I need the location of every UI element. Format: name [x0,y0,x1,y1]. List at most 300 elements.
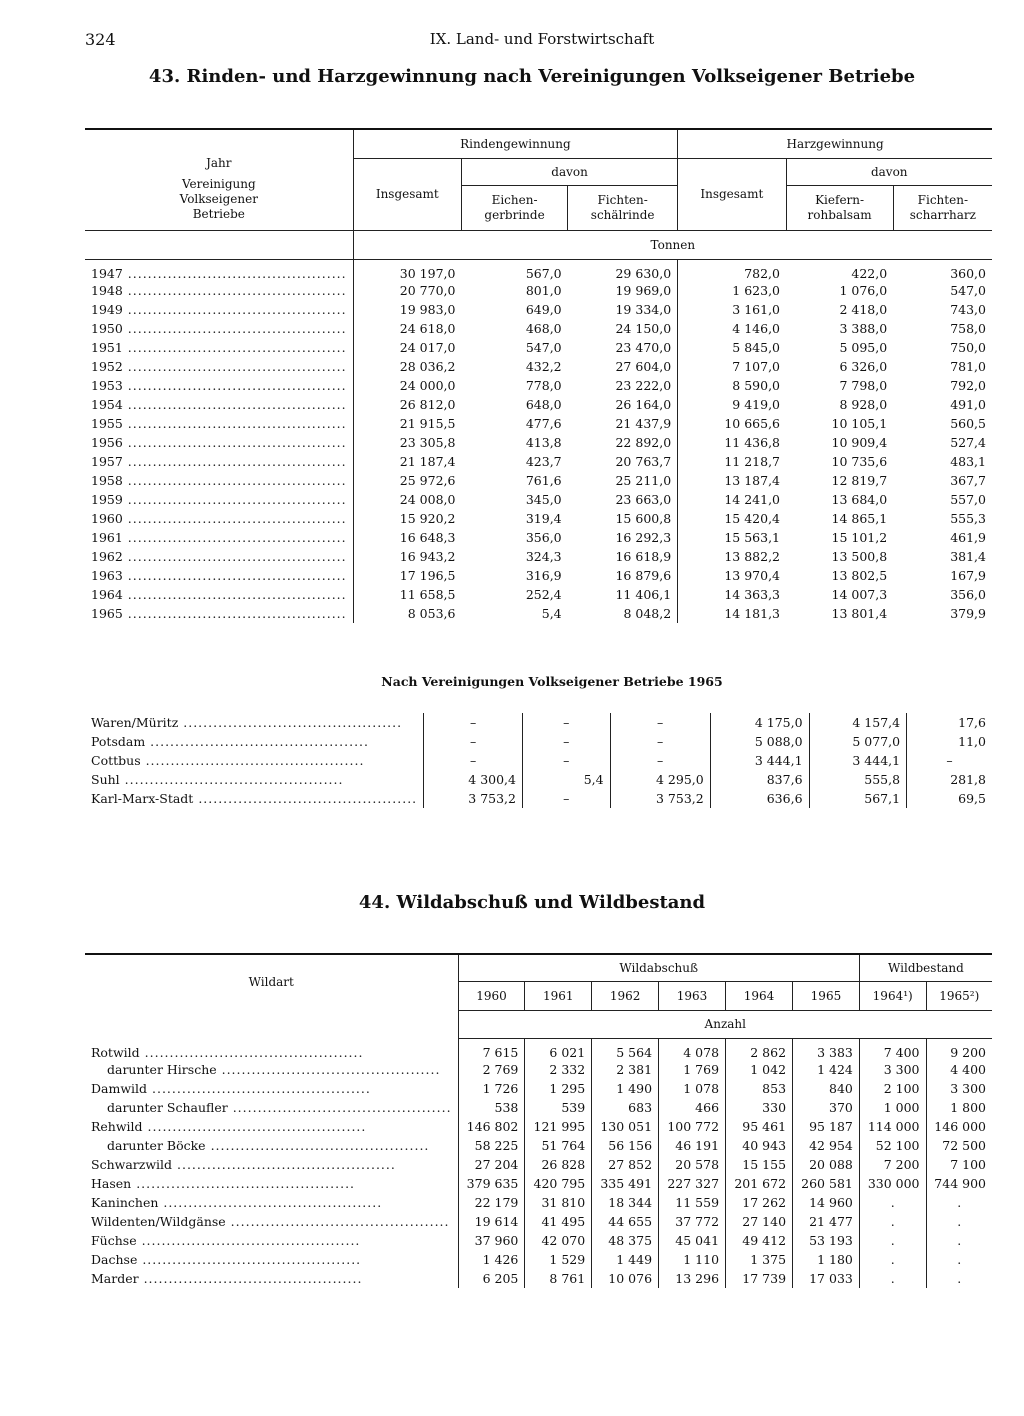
col-insgesamt-rinde: Insgesamt [353,159,461,231]
table-cell: 10 909,4 [831,435,888,450]
row-label-text: Füchse [91,1233,137,1248]
table-cell: 44 655 [592,1212,659,1231]
col-year-1963: 1963 [659,982,726,1011]
table-cell: 420 795 [525,1174,592,1193]
table-cell: 782,0 [744,266,780,281]
table-cell: 555,3 [950,511,986,526]
row-label: Cottbus ............................................ [85,751,424,770]
table-cell: 19 334,0 [568,300,678,319]
table-cell: 744 900 [934,1176,986,1191]
table-cell: 370 [793,1098,860,1117]
table-cell: 750,0 [950,340,986,355]
table-cell: 16 292,3 [568,528,678,547]
table-cell: 1 110 [659,1250,726,1269]
table-cell: 11 658,5 [399,587,456,602]
row-label: 1958 ............................................ [85,471,353,490]
table-cell: 491,0 [950,397,986,412]
table-cell: 26 828 [525,1155,592,1174]
table-cell: 13 187,4 [724,473,780,488]
table-cell: 648,0 [525,397,562,412]
table-cell: . [859,1212,926,1231]
row-label: Rotwild ............................................ [85,1039,458,1061]
row-label: 1965 ............................................ [85,604,353,623]
row-label-text: 1955 [91,416,123,431]
table-cell: 72 500 [942,1138,986,1153]
table-cell: 477,6 [525,416,562,431]
col-kiefernrohbalsam: Kiefern- rohbalsam [786,186,893,231]
table-cell: 15 101,2 [831,530,888,545]
row-label: darunter Böcke ............................................ [85,1136,458,1155]
table-44 [85,953,992,1288]
table-cell: 5,4 [541,606,562,621]
table-cell: 324,3 [525,549,562,564]
table-cell: 1 424 [793,1060,860,1079]
table-cell: 7 615 [458,1039,525,1061]
table-cell: 27 204 [458,1155,525,1174]
table-cell: 13 970,4 [724,568,780,583]
table-cell: 15 155 [726,1155,793,1174]
table-cell: 1 295 [525,1079,592,1098]
row-label: 1959 ............................................ [85,490,353,509]
col-fichtenscharrharz: Fichten- scharrharz [909,193,976,222]
table-cell: 11 406,1 [568,585,678,604]
table-row [85,528,992,547]
row-label: Potsdam ............................................ [85,732,424,751]
table-cell: 466 [659,1098,726,1117]
table-cell: 114 000 [859,1117,926,1136]
table-cell: 7 100 [950,1157,986,1172]
row-label-text: 1958 [91,473,123,488]
row-label-text: Rotwild [91,1044,140,1060]
table-cell: 743,0 [950,302,986,317]
table-cell: 560,5 [950,416,986,431]
table-cell: 1 042 [726,1060,793,1079]
table-row [85,509,992,528]
row-label: 1947 ............................................ [85,260,353,282]
col-year-1965: 1965 [793,982,860,1011]
row-label-text: 1960 [91,511,123,526]
row-label: 1948 ............................................ [85,281,353,300]
table-cell: 260 581 [793,1174,860,1193]
table-cell: 356,0 [950,587,986,602]
row-label-text: 1954 [91,397,123,412]
unit-anzahl: Anzahl [458,1011,992,1039]
table-row [85,770,992,789]
row-label-text: 1965 [91,606,123,621]
table-cell: 25 972,6 [399,473,456,488]
table-row [85,1039,992,1061]
table-cell: 379 635 [458,1174,525,1193]
table-cell: 837,6 [710,770,809,789]
table-row [85,1136,992,1155]
table-row [85,433,992,452]
table-cell: 14 960 [793,1193,860,1212]
table-cell: 37 960 [458,1231,525,1250]
table-43-title: 43. Rinden- und Harzgewinnung nach Vereinigungen Volkseigener Betriebe [148,66,916,87]
table-cell: 8 048,2 [568,604,678,623]
table-cell: – [522,789,610,808]
table-cell: 5 845,0 [732,340,780,355]
table-row [85,1060,992,1079]
table-row [85,547,992,566]
table-row [85,1117,992,1136]
table-cell: 30 197,0 [399,266,456,281]
table-row [85,713,992,732]
table-cell: 52 100 [859,1136,926,1155]
row-label: darunter Schaufler ............................................ [85,1098,458,1117]
table-cell: 252,4 [525,587,562,602]
row-label-text: Karl-Marx-Stadt [91,791,194,806]
table-cell: 2 381 [592,1060,659,1079]
table-row [85,751,992,770]
table-cell: 22 179 [458,1193,525,1212]
table-cell: 18 344 [592,1193,659,1212]
table-cell: – [610,713,710,732]
table-cell: 14 241,0 [724,492,780,507]
table-cell: 345,0 [525,492,562,507]
row-label-text: Marder [91,1271,139,1286]
table-cell: 16 618,9 [568,547,678,566]
table-cell: . [957,1271,962,1286]
table-cell: 20 578 [659,1155,726,1174]
table-cell: 8 053,6 [407,606,456,621]
row-label-text: Suhl [91,772,120,787]
table-row [85,376,992,395]
row-label-text: 1956 [91,435,123,450]
table-cell: 58 225 [458,1136,525,1155]
row-label-text: 1962 [91,549,123,564]
stub-header: Jahr Vereinigung Volkseigener Betriebe [85,129,353,231]
table-cell: 557,0 [950,492,986,507]
table-cell: 11 436,8 [724,435,780,450]
table-cell: 146 000 [934,1119,986,1134]
table-cell: 3 300 [859,1060,926,1079]
table-cell: 17 196,5 [399,568,456,583]
row-label: Suhl ............................................ [85,770,424,789]
table-cell: 13 801,4 [831,606,888,621]
table-cell: 20 770,0 [399,283,456,298]
table-cell: 1 076,0 [839,283,888,298]
table-cell: 41 495 [525,1212,592,1231]
table-cell: 14 865,1 [831,511,888,526]
table-cell: 23 663,0 [568,490,678,509]
table-cell: 28 036,2 [399,359,456,374]
table-cell: 3 444,1 [710,751,809,770]
table-cell: 23 305,8 [399,435,456,450]
table-cell: 4 078 [659,1039,726,1061]
group-harzgewinnung: Harzgewinnung [678,129,992,159]
row-label-text: Damwild [91,1081,148,1096]
table-cell: 121 995 [525,1117,592,1136]
table-cell: 46 191 [659,1136,726,1155]
row-label-text: Schwarzwild [91,1157,173,1172]
table-cell: 48 375 [592,1231,659,1250]
table-cell: 20 763,7 [568,452,678,471]
table-row [85,452,992,471]
table-cell: 461,9 [950,530,986,545]
table-cell: 227 327 [659,1174,726,1193]
row-label-text: 1963 [91,568,123,583]
table-row [85,566,992,585]
subsection-title: Nach Vereinigungen Volkseigener Betriebe 1965 [381,674,723,689]
row-label: darunter Hirsche ............................................ [85,1060,458,1079]
col-bestand-1: 1965²) [939,988,980,1003]
table-cell: 5 088,0 [710,732,809,751]
table-row [85,1155,992,1174]
table-cell: 24 017,0 [399,340,456,355]
table-cell: 330 000 [859,1174,926,1193]
row-label: 1951 ............................................ [85,338,353,357]
table-cell: 21 477 [793,1212,860,1231]
table-cell: 2 418,0 [839,302,888,317]
table-cell: 8 761 [525,1269,592,1288]
table-cell: 423,7 [525,454,562,469]
table-cell: 567,1 [809,789,907,808]
table-cell: 1 800 [950,1100,986,1115]
table-cell: 792,0 [950,378,986,393]
table-cell: 4 300,4 [424,770,523,789]
row-label: 1962 ............................................ [85,547,353,566]
table-cell: 1 769 [659,1060,726,1079]
table-cell: 167,9 [950,568,986,583]
row-label-text: 1953 [91,378,123,393]
row-label-text: 1952 [91,359,123,374]
table-cell: 27 604,0 [568,357,678,376]
row-label: Kaninchen ............................................ [85,1193,458,1212]
table-cell: . [859,1269,926,1288]
table-cell: 636,6 [710,789,809,808]
table-cell: 5 564 [592,1039,659,1061]
table-cell: 801,0 [525,283,562,298]
table-row [85,1098,992,1117]
table-cell: 13 684,0 [831,492,888,507]
table-row [85,395,992,414]
table-cell: 4 400 [950,1062,986,1077]
table-cell: 16 648,3 [399,530,456,545]
table-cell: 23 470,0 [568,338,678,357]
row-label-text: Potsdam [91,734,146,749]
table-cell: 10 735,6 [831,454,888,469]
col-fichtenschaelrinde: Fichten- schälrinde [568,186,678,231]
table-cell: 17 262 [726,1193,793,1212]
table-row [85,1231,992,1250]
row-label-text: darunter Böcke [107,1138,206,1153]
col-year-1964: 1964 [726,982,793,1011]
table-cell: 649,0 [525,302,562,317]
table-cell: 3 300 [950,1081,986,1096]
table-cell: 422,0 [851,266,888,281]
table-cell: 45 041 [659,1231,726,1250]
table-cell: 432,2 [525,359,562,374]
table-cell: 26 164,0 [568,395,678,414]
row-label: Rehwild ............................................ [85,1117,458,1136]
table-cell: 758,0 [950,321,986,336]
table-cell: 6 326,0 [839,359,888,374]
row-label: Karl-Marx-Stadt ............................................ [85,789,424,808]
row-label-text: 1959 [91,492,123,507]
table-cell: 23 222,0 [568,376,678,395]
row-label: Füchse ............................................ [85,1231,458,1250]
row-label: 1950 ............................................ [85,319,353,338]
table-row [85,319,992,338]
row-label: Wildenten/Wildgänse ............................................ [85,1212,458,1231]
table-cell: 7 400 [859,1039,926,1061]
table-cell: 24 000,0 [399,378,456,393]
table-row [85,604,992,623]
unit-tonnen: Tonnen [353,231,992,260]
row-label-text: 1948 [91,283,123,298]
table-cell: 1 726 [458,1079,525,1098]
row-label-text: 1964 [91,587,123,602]
table-cell: 6 021 [525,1039,592,1061]
table-cell: 539 [525,1098,592,1117]
row-label-text: Kaninchen [91,1195,159,1210]
table-cell: – [522,732,610,751]
table-cell: 13 296 [659,1269,726,1288]
table-cell: 21 437,9 [568,414,678,433]
row-label-text: darunter Schaufler [107,1100,228,1115]
table-cell: 483,1 [950,454,986,469]
table-cell: 24 150,0 [568,319,678,338]
table-cell: . [957,1252,962,1267]
table-cell: 527,4 [950,435,986,450]
table-cell: 379,9 [950,606,986,621]
table-cell: 1 529 [525,1250,592,1269]
table-cell: 13 500,8 [831,549,888,564]
table-cell: – [424,732,523,751]
table-row [85,338,992,357]
table-cell: 3 388,0 [839,321,888,336]
table-cell: 14 007,3 [831,587,888,602]
table-cell: . [859,1231,926,1250]
table-cell: 281,8 [950,772,986,787]
group-rindengewinnung: Rindengewinnung [353,129,678,159]
table-cell: 11,0 [958,734,986,749]
table-cell: 4 157,4 [809,713,907,732]
table-cell: 10 105,1 [831,416,888,431]
page-number: 324 [85,30,116,49]
row-label: Marder ............................................ [85,1269,458,1288]
running-title: IX. Land- und Forstwirtschaft [429,30,655,48]
table-cell: 367,7 [950,473,986,488]
row-label-text: Cottbus [91,753,141,768]
row-label-text: Hasen [91,1176,132,1191]
table-cell: 100 772 [659,1117,726,1136]
table-cell: 4 175,0 [710,713,809,732]
table-row [85,1269,992,1288]
table-cell: 319,4 [525,511,562,526]
table-cell: 51 764 [525,1136,592,1155]
table-cell: 16 879,6 [568,566,678,585]
table-cell: 3 161,0 [732,302,780,317]
table-cell: 69,5 [958,791,986,806]
row-label: 1961 ............................................ [85,528,353,547]
row-label: Waren/Müritz ............................................ [85,713,424,732]
table-row [85,1079,992,1098]
table-row [85,260,992,282]
table-cell: – [424,713,523,732]
table-cell: 1 375 [726,1250,793,1269]
col-year-1961: 1961 [525,982,592,1011]
table-row [85,789,992,808]
table-cell: 11 559 [659,1193,726,1212]
table-cell: . [957,1233,962,1248]
table-cell: 1 000 [859,1098,926,1117]
table-cell: 37 772 [659,1212,726,1231]
table-43-vvb [85,713,992,808]
table-cell: 49 412 [726,1231,793,1250]
table-cell: 130 051 [592,1117,659,1136]
table-row [85,281,992,300]
table-cell: 25 211,0 [568,471,678,490]
table-row [85,1174,992,1193]
stub-header-wildart: Wildart [85,954,458,1011]
table-cell: 1 426 [458,1250,525,1269]
table-row [85,471,992,490]
table-cell: 21 915,5 [399,416,456,431]
row-label-text: 1950 [91,321,123,336]
group-wildabschuss: Wildabschuß [458,954,859,982]
table-cell: 27 140 [726,1212,793,1231]
table-cell: 2 100 [859,1079,926,1098]
table-cell: . [859,1193,926,1212]
table-cell: 9 419,0 [732,397,780,412]
table-cell: . [859,1250,926,1269]
table-cell: 15 420,4 [724,511,780,526]
row-label-text: 1947 [91,266,123,281]
table-cell: – [424,751,523,770]
table-cell: 15 563,1 [724,530,780,545]
row-label-text: Dachse [91,1252,138,1267]
table-cell: 547,0 [950,283,986,298]
row-label: Damwild ............................................ [85,1079,458,1098]
table-cell: 4 295,0 [610,770,710,789]
table-cell: 547,0 [525,340,562,355]
table-cell: 360,0 [950,266,986,281]
table-cell: 17 033 [793,1269,860,1288]
table-cell: 7 200 [859,1155,926,1174]
row-label-text: Wildenten/Wildgänse [91,1214,226,1229]
table-cell: 24 008,0 [399,492,456,507]
table-cell: – [610,732,710,751]
col-eichengerbrinde: Eichen- gerbrinde [461,186,567,231]
col-year-1962: 1962 [592,982,659,1011]
table-row [85,1250,992,1269]
table-cell: 11 218,7 [724,454,780,469]
row-label: 1960 ............................................ [85,509,353,528]
table-cell: 22 892,0 [568,433,678,452]
davon-rinde: davon [461,159,677,186]
table-cell: 1 449 [592,1250,659,1269]
table-cell: 2 332 [525,1060,592,1079]
row-label: 1954 ............................................ [85,395,353,414]
row-label: 1956 ............................................ [85,433,353,452]
row-label: 1952 ............................................ [85,357,353,376]
col-insgesamt-harz: Insgesamt [678,159,786,231]
table-cell: 3 444,1 [809,751,907,770]
table-cell: 330 [726,1098,793,1117]
table-cell: 1 623,0 [732,283,780,298]
row-label: 1957 ............................................ [85,452,353,471]
table-44-title: 44. Wildabschuß und Wildbestand [358,892,706,913]
table-cell: 12 819,7 [831,473,888,488]
table-cell: 413,8 [525,435,562,450]
table-43 [85,128,992,623]
row-label-text: 1961 [91,530,123,545]
table-cell: 5,4 [522,770,610,789]
table-cell: 381,4 [950,549,986,564]
row-label: 1963 ............................................ [85,566,353,585]
